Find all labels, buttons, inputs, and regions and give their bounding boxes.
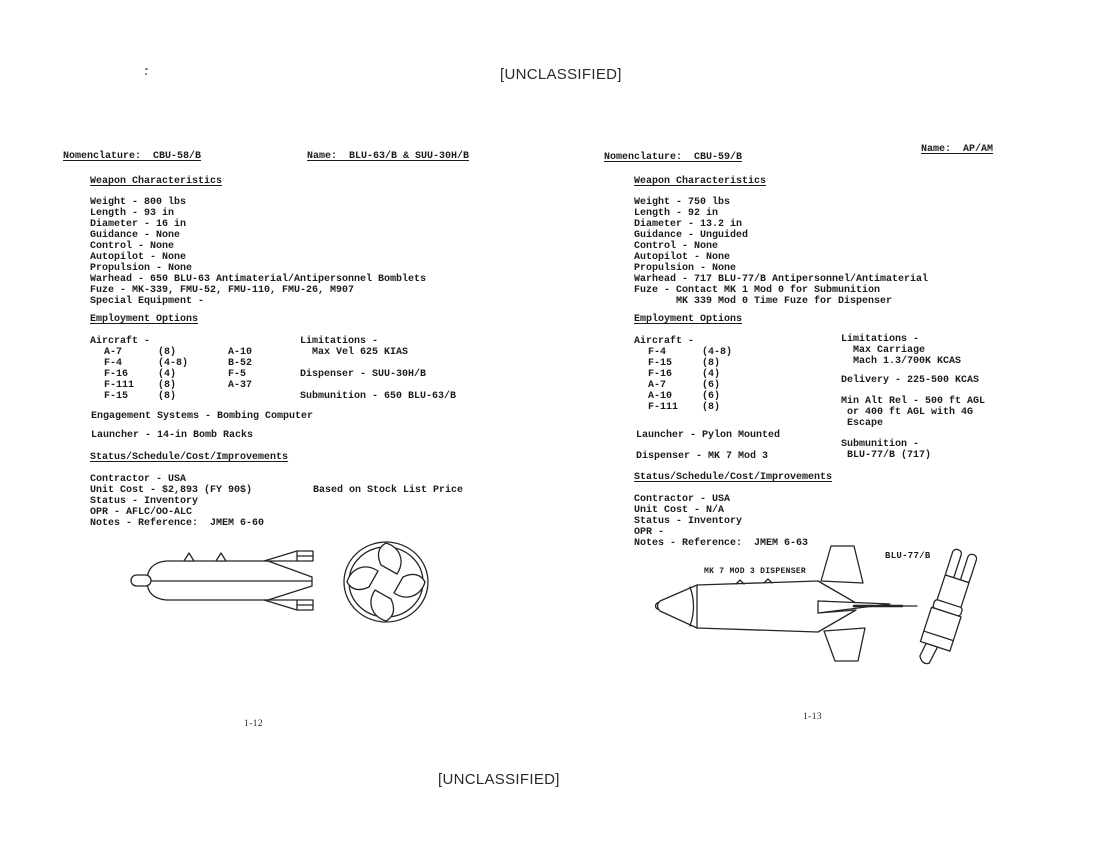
status-line: Contractor - USA (634, 494, 731, 505)
page-number-left: 1-12 (244, 719, 264, 729)
aircraft-type: F-111 (648, 402, 679, 413)
submunition-line-left: Submunition - 650 BLU-63/B (300, 391, 457, 402)
nomenclature-heading-right: Nomenclature: CBU-59/B (604, 152, 743, 163)
characteristic-line: MK 339 Mod 0 Time Fuze for Dispenser (634, 296, 893, 307)
status-line: OPR - (634, 527, 665, 538)
aircraft-type: F-16 (648, 369, 673, 380)
characteristic-line: Propulsion - None (90, 263, 193, 274)
aircraft-load: (4-8) (158, 358, 189, 369)
weapon-characteristics-list-left (90, 197, 426, 307)
characteristic-line: Fuze - Contact MK 1 Mod 0 for Submunition (634, 285, 881, 296)
classification-banner-bottom: [UNCLASSIFIED] (438, 771, 560, 788)
delivery-line-right: Delivery - 225-500 KCAS (841, 375, 980, 386)
status-line: Notes - Reference: JMEM 6-60 (90, 518, 265, 529)
aircraft-type-col2: A-37 (228, 380, 253, 391)
aircraft-row (648, 380, 772, 391)
characteristic-line: Control - None (90, 241, 175, 252)
aircraft-type: F-15 (104, 391, 129, 402)
aircraft-row (648, 402, 772, 413)
mk7-dispenser-drawing (656, 546, 918, 661)
aircraft-type: F-15 (648, 358, 673, 369)
suu-30-rear-view-drawing (344, 542, 428, 622)
characteristic-line: Warhead - 717 BLU-77/B Antipersonnel/Antimaterial (634, 274, 929, 285)
characteristic-line: Control - None (634, 241, 719, 252)
aircraft-load: (8) (702, 358, 721, 369)
status-line: Unit Cost - $2,893 (FY 90$) (90, 485, 253, 496)
aircraft-type: A-7 (104, 347, 123, 358)
characteristic-line: Weight - 800 lbs (90, 197, 187, 208)
status-line: Notes - Reference: JMEM 6-63 (634, 538, 809, 549)
aircraft-row (104, 391, 252, 402)
min-alt-line: Escape (841, 418, 884, 429)
aircraft-row (104, 380, 252, 391)
name-heading-left: Name: BLU-63/B & SUU-30H/B (307, 151, 470, 162)
scan-speck (145, 73, 147, 75)
weapon-characteristics-list-right (634, 197, 928, 307)
status-line: OPR - AFLC/OO-ALC (90, 507, 193, 518)
aircraft-row (648, 347, 772, 358)
launcher-line-left: Launcher - 14-in Bomb Racks (91, 430, 254, 441)
status-list-left (90, 474, 264, 529)
aircraft-load: (8) (158, 347, 177, 358)
characteristic-line: Diameter - 13.2 in (634, 219, 743, 230)
characteristic-line: Autopilot - None (634, 252, 731, 263)
limitations-line: Mach 1.3/700K KCAS (841, 356, 962, 367)
aircraft-load: (4) (702, 369, 721, 380)
characteristic-line: Propulsion - None (634, 263, 737, 274)
aircraft-row (648, 391, 772, 402)
aircraft-type: F-16 (104, 369, 129, 380)
aircraft-row (104, 347, 252, 358)
characteristic-line: Diameter - 16 in (90, 219, 187, 230)
status-note-left: Based on Stock List Price (313, 485, 464, 496)
aircraft-type: F-111 (104, 380, 135, 391)
characteristic-line: Length - 93 in (90, 208, 175, 219)
page-number-right: 1-13 (803, 712, 823, 722)
status-line: Status - Inventory (634, 516, 743, 527)
status-line: Status - Inventory (90, 496, 199, 507)
name-heading-right: Name: AP/AM (921, 144, 994, 155)
aircraft-row (104, 358, 252, 369)
characteristic-line: Weight - 750 lbs (634, 197, 731, 208)
aircraft-load: (4-8) (702, 347, 733, 358)
limitations-line: Max Carriage (841, 345, 926, 356)
aircraft-load: (8) (702, 402, 721, 413)
characteristic-line: Autopilot - None (90, 252, 187, 263)
characteristic-line: Fuze - MK-339, FMU-52, FMU-110, FMU-26, M907 (90, 285, 355, 296)
limitations-line: Limitations - (300, 336, 379, 347)
nomenclature-heading-left: Nomenclature: CBU-58/B (63, 151, 202, 162)
section-heading-employment-options-left: Employment Options (90, 314, 199, 325)
aircraft-type: A-7 (648, 380, 667, 391)
bomblet-drawing-label: BLU-77/B (885, 551, 931, 561)
limitations-line: Max Vel 625 KIAS (300, 347, 409, 358)
status-line: Contractor - USA (90, 474, 187, 485)
aircraft-label-left: Aircraft - (90, 336, 151, 347)
characteristic-line: Warhead - 650 BLU-63 Antimaterial/Antipersonnel Bomblets (90, 274, 427, 285)
aircraft-row (648, 358, 772, 369)
dispenser-drawing-label: MK 7 MOD 3 DISPENSER (704, 567, 807, 576)
launcher-line-right: Launcher - Pylon Mounted (636, 430, 781, 441)
aircraft-table-left (104, 347, 252, 402)
aircraft-load: (6) (702, 380, 721, 391)
dispenser-line-left: Dispenser - SUU-30H/B (300, 369, 427, 380)
section-heading-status-left: Status/Schedule/Cost/Improvements (90, 452, 289, 463)
suu-30-side-view-drawing (131, 551, 313, 610)
aircraft-type-col2: A-10 (228, 347, 253, 358)
min-alt-line: or 400 ft AGL with 4G (841, 407, 974, 418)
limitations-block-left (300, 336, 408, 358)
aircraft-load: (8) (158, 380, 177, 391)
aircraft-type: F-4 (648, 347, 667, 358)
aircraft-type: F-4 (104, 358, 123, 369)
section-heading-status-right: Status/Schedule/Cost/Improvements (634, 472, 833, 483)
dispenser-line-right: Dispenser - MK 7 Mod 3 (636, 451, 769, 462)
section-heading-weapon-characteristics-left: Weapon Characteristics (90, 176, 223, 187)
engagement-systems-line-left: Engagement Systems - Bombing Computer (91, 411, 314, 422)
characteristic-line: Guidance - None (90, 230, 181, 241)
characteristic-line: Length - 92 in (634, 208, 719, 219)
aircraft-table-right (648, 347, 772, 413)
aircraft-type-col2: F-5 (228, 369, 247, 380)
limitations-line: Limitations - (841, 334, 920, 345)
scan-speck (145, 68, 148, 70)
aircraft-row (648, 369, 772, 380)
aircraft-row (104, 369, 252, 380)
submunition-line: BLU-77/B (717) (841, 450, 932, 461)
limitations-block-right (841, 334, 961, 367)
classification-banner-top: [UNCLASSIFIED] (500, 66, 622, 83)
status-line: Unit Cost - N/A (634, 505, 725, 516)
aircraft-type: A-10 (648, 391, 673, 402)
min-alt-line: Min Alt Rel - 500 ft AGL (841, 396, 986, 407)
aircraft-load: (8) (158, 391, 177, 402)
cbu-59-weapon-drawing (640, 540, 1000, 665)
aircraft-load: (4) (158, 369, 177, 380)
cbu-58-weapon-drawing (118, 533, 438, 643)
section-heading-employment-options-right: Employment Options (634, 314, 743, 325)
aircraft-label-right: Aircraft - (634, 336, 695, 347)
characteristic-line: Guidance - Unguided (634, 230, 749, 241)
submunition-line: Submunition - (841, 439, 920, 450)
blu-77-bomblet-drawing (914, 547, 980, 665)
characteristic-line: Special Equipment - (90, 296, 205, 307)
aircraft-type-col2: B-52 (228, 358, 253, 369)
min-alt-block-right (841, 396, 985, 429)
submunition-block-right (841, 439, 931, 461)
section-heading-weapon-characteristics-right: Weapon Characteristics (634, 176, 767, 187)
aircraft-load: (6) (702, 391, 721, 402)
